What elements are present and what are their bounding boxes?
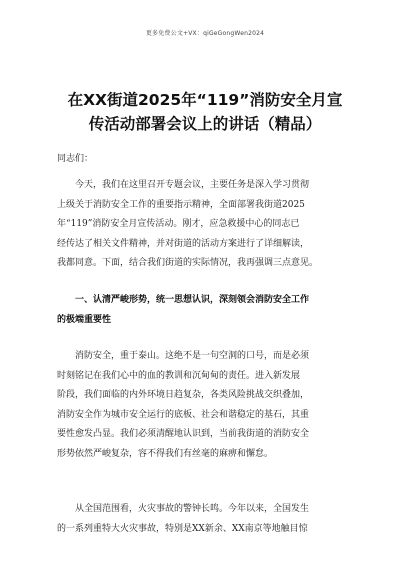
text-line: 要性愈发凸显。我们必须清醒地认识到，当前我街道的消防安全 [57,429,310,440]
paragraph-3 [57,500,357,539]
text-line: 消防安全，重于泰山。这绝不是一句空洞的口号，而是必须 [75,351,310,361]
heading-line: 一、认清严峻形势，统一思想认识，深刻领会消防安全工作 [75,295,310,305]
text-line: 的一系列重特大火灾事故，特别是XX新余、XX南京等地触目惊 [57,523,308,534]
text-line: 消防安全作为城市安全运行的底板、社会和谐稳定的基石，其重 [57,409,310,420]
title-line: 传活动部署会议上的讲话（精品） [88,115,322,133]
text-line: 上级关于消防安全工作的重要指示精神，全面部署我街道2025 [57,199,305,210]
title-line: 在XX街道2025年“119”消防安全月宣 [67,91,343,109]
paragraph-1 [57,176,357,274]
text-line: 阶段，我们面临的内外环境日趋复杂，各类风险挑战交织叠加， [57,390,310,401]
text-line: 今天，我们在这里召开专题会议，主要任务是深入学习贯彻 [75,180,310,190]
text-line: 形势依然严峻复杂，容不得我们有丝毫的麻痹和懈怠。 [57,448,274,459]
heading-line: 的极端重要性 [57,314,112,325]
document-title [44,88,366,136]
text-line: 我都同意。下面，结合我们街道的实际情况，我再强调三点意见。 [57,258,319,269]
paragraph-2 [57,347,357,465]
salutation: 同志们： [57,154,94,164]
section-heading-1 [57,291,357,330]
text-line: 从全国范围看，火灾事故的警钟长鸣。今年以来，全国发生 [75,504,310,514]
top-note: 更多免费公文+VX：qiGeGongWen2024 [145,30,265,37]
text-line: 时刻铭记在我们心中的血的教训和沉甸甸的责任。进入新发展 [57,370,301,381]
text-line: 年“119”消防安全月宣传活动。刚才，应急救援中心的同志已 [57,219,300,230]
text-line: 经传达了相关文件精神，并对街道的活动方案进行了详细解读， [57,238,310,249]
